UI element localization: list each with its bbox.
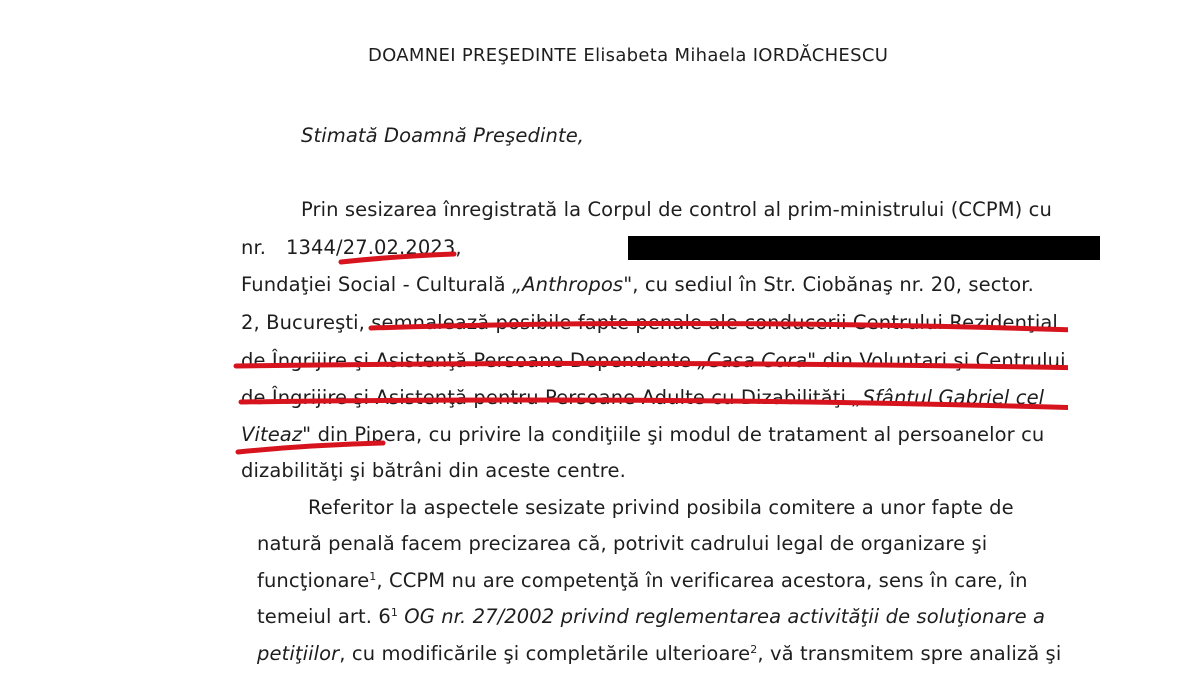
p2-line-1: Referitor la aspectele sesizate privind posibila comitere a unor fapte de bbox=[308, 496, 1014, 519]
registration-number: 1344/27.02.2023, bbox=[286, 236, 462, 259]
letter-page: DOAMNEI PREŞEDINTE Elisabeta Mihaela IORDĂCHESCU Stimată Doamnă Preşedinte, Prin sesizarea înregistrată la Corpul de control al prim-ministrului (CCPM) cu nr. 1344/27.02.2023, Fundaţiei Social - Culturală „Anthropos", cu sediul în Str. Ciobănaş nr. 20, sector. 2, Bucureşti, semnalează posibile fapte penale ale conducerii Centrului Rezidenţial de Îngrijire şi Asistenţă Persoane Dependente „Casa Cora" din Voluntari şi Centrului de Îngrijire şi Asistenţă pentru Persoane Adulte cu Dizabilităţi „Sfântul Gabriel cel Viteaz" din Pipera, cu privire la condiţiile şi modul de tratament al persoanelor cu dizabilităţi şi bătrâni din aceste centre. Referitor la aspectele sesizate privind posibila comitere a unor fapte de natură penală facem precizarea că, potrivit cadrului legal de organizare şi funcţionare$^1$, CCPM nu are competenţă în verificarea acestora, sens în care, în temeiul art. $6^1$ OG nr. 27/2002 privind reglementarea activităţii de soluţionare a petiţiilor, cu modificările şi completările ulterioare$^2$, vă transmitem spre analiză şi bbox=[168, 0, 1068, 675]
p1-line-8: dizabilităţi şi bătrâni din aceste centre. bbox=[241, 459, 626, 482]
p1-line-3: Fundaţiei Social - Culturală „Anthropos", cu sediul în Str. Ciobănaş nr. 20, sector. bbox=[241, 273, 1034, 296]
p2-line-3: funcţionare$^1$, CCPM nu are competenţă în verificarea acestora, sens în care, în bbox=[257, 569, 1028, 592]
p1-line-6: de Îngrijire şi Asistenţă pentru Persoane Adulte cu Dizabilităţi „Sfântul Gabriel cel bbox=[241, 386, 1045, 409]
addressee-heading: DOAMNEI PREŞEDINTE Elisabeta Mihaela IORDĂCHESCU bbox=[368, 45, 889, 66]
p1-line-1: Prin sesizarea înregistrată la Corpul de control al prim-ministrului (CCPM) cu bbox=[301, 198, 1052, 221]
p2-line-5: petiţiilor, cu modificările şi completările ulterioare$^2$, vă transmitem spre analiză şi bbox=[257, 642, 1062, 665]
p1-line-7: Viteaz" din Pipera, cu privire la condiţiile şi modul de tratament al persoanelor cu bbox=[241, 423, 1045, 446]
p1-line-4: 2, Bucureşti, semnalează posibile fapte penale ale conducerii Centrului Rezidenţial bbox=[241, 311, 1058, 334]
salutation: Stimată Doamnă Preşedinte, bbox=[301, 124, 585, 147]
p1-line-5: de Îngrijire şi Asistenţă Persoane Dependente „Casa Cora" din Voluntari şi Centrului bbox=[241, 349, 1066, 372]
p2-line-4: temeiul art. $6^1$ OG nr. 27/2002 privind reglementarea activităţii de soluţionare a bbox=[257, 605, 1046, 628]
p2-line-2: natură penală facem precizarea că, potrivit cadrului legal de organizare şi bbox=[257, 532, 988, 555]
redaction-bar bbox=[628, 236, 1100, 260]
